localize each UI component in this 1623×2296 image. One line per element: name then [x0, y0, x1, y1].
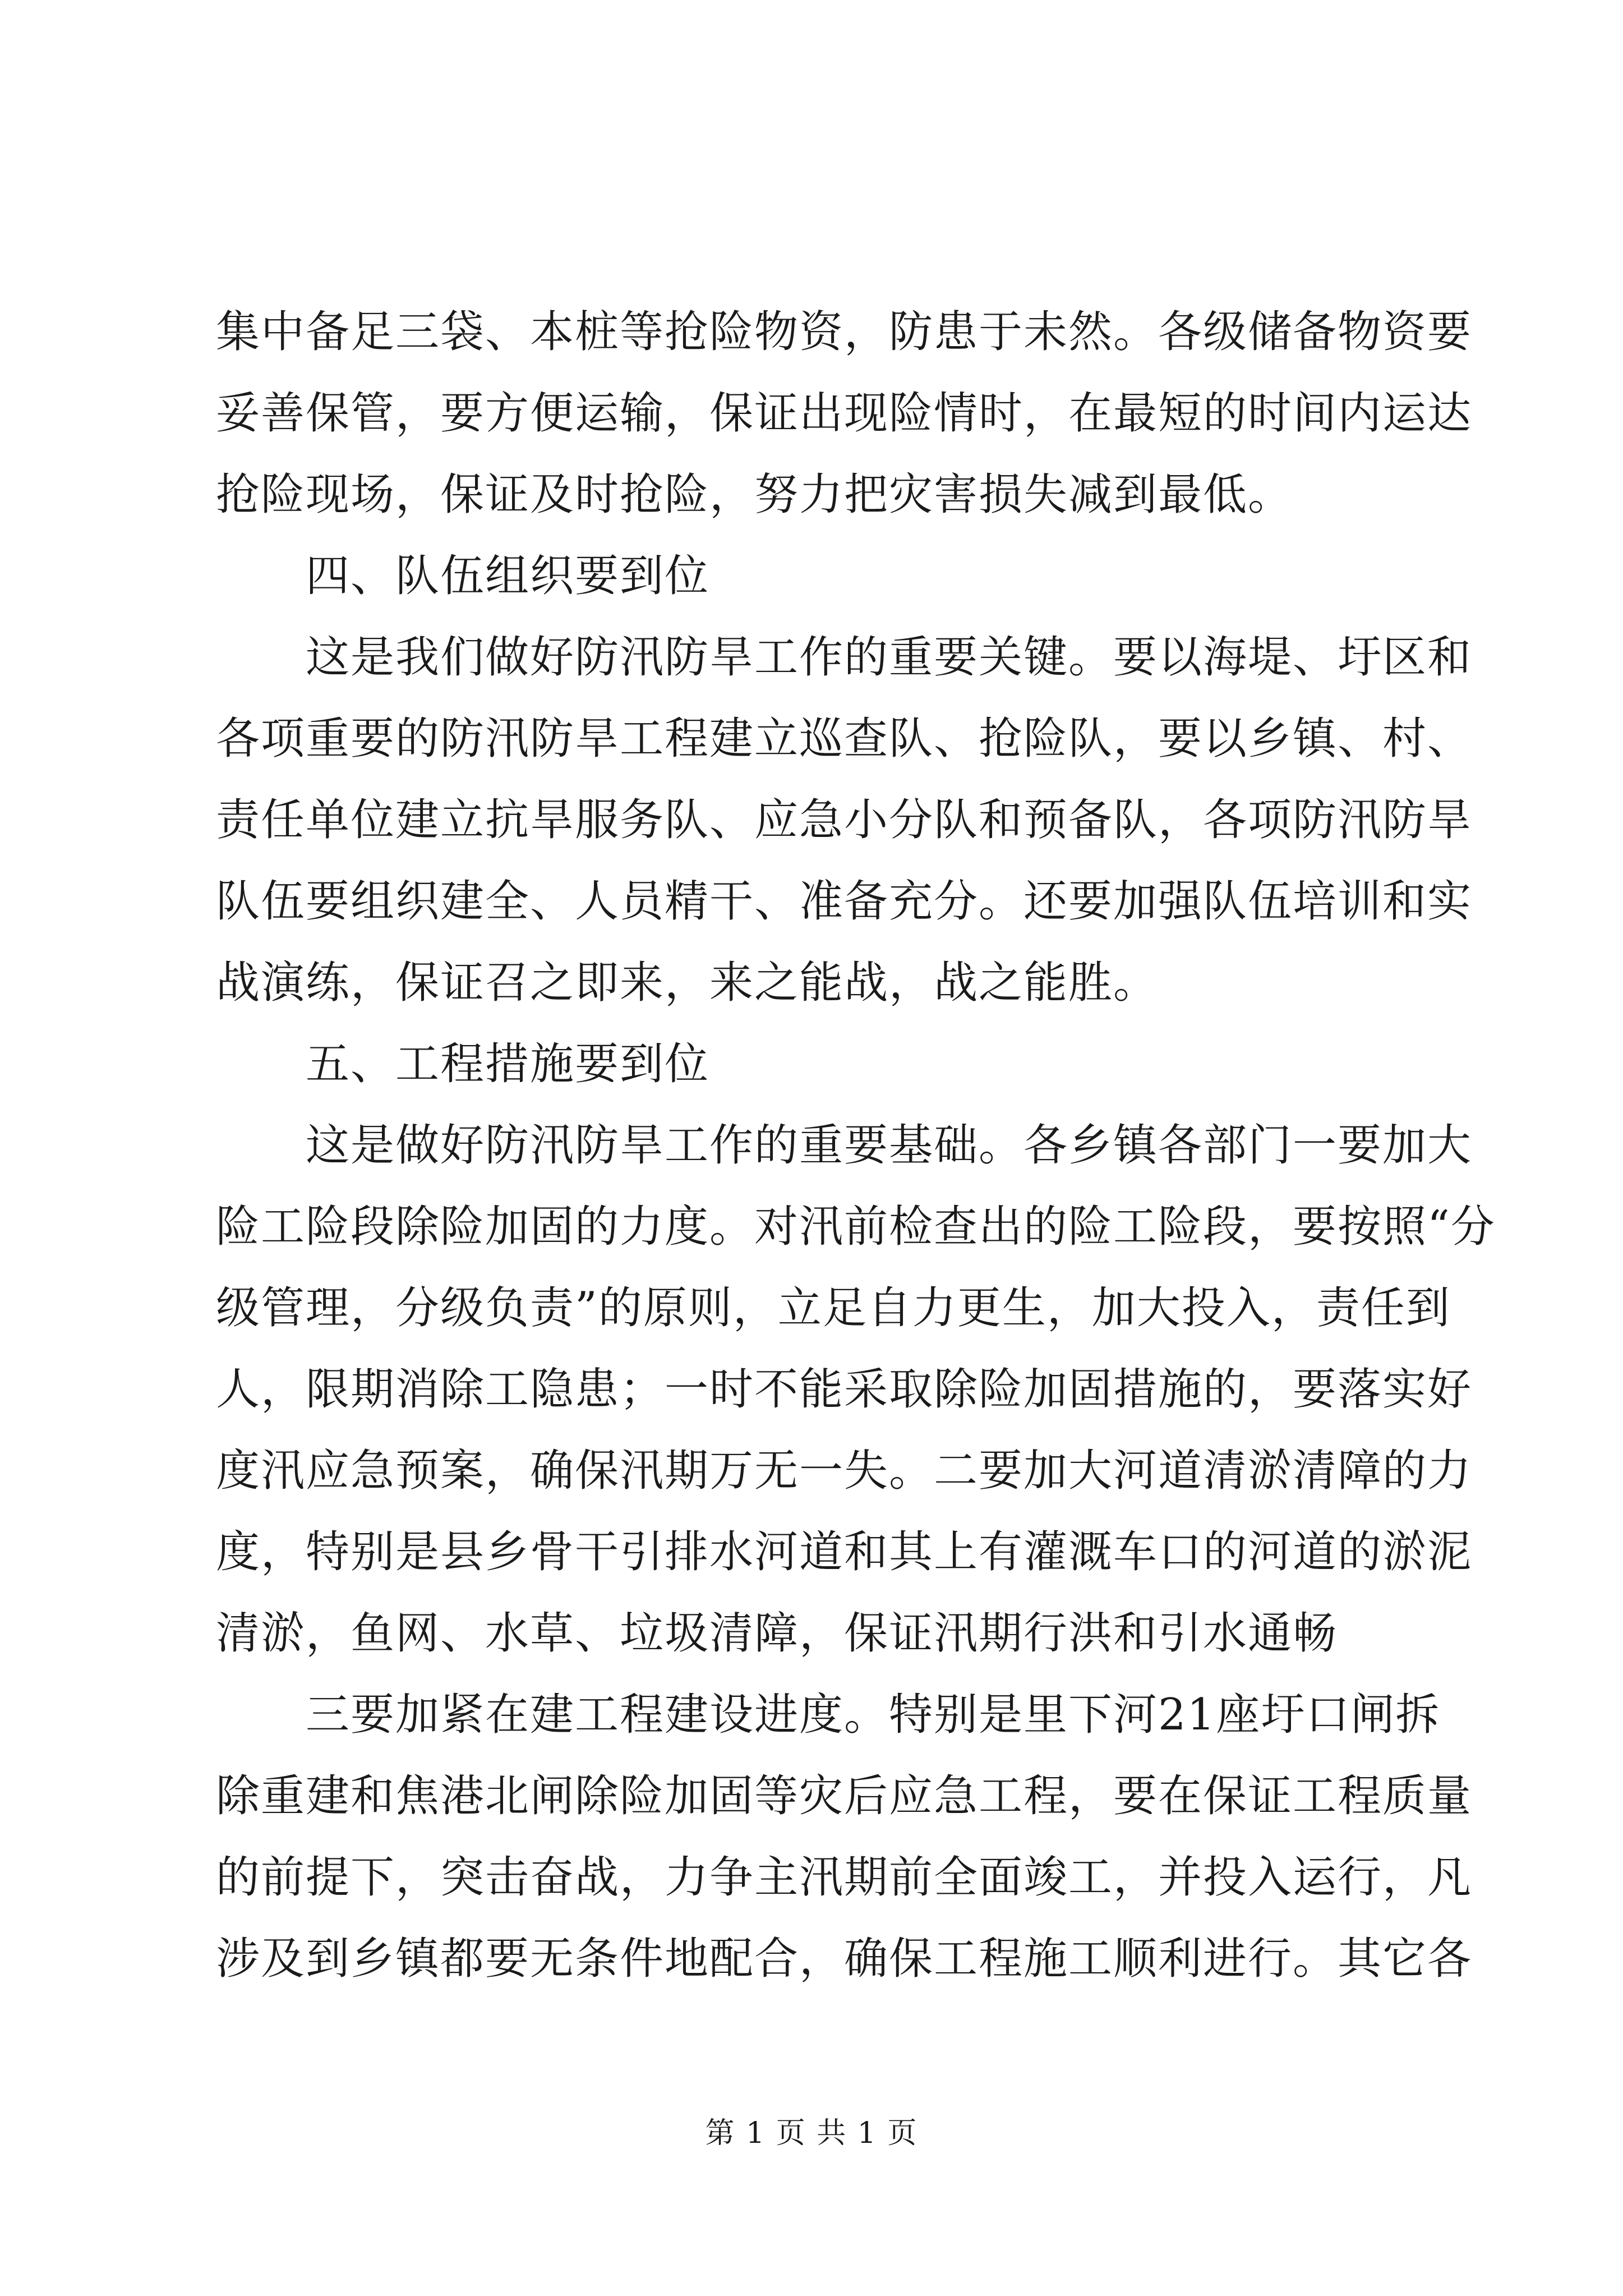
text-line: 三要加紧在建工程建设进度。特别是里下河21座圩口闸拆 [306, 1690, 1441, 1740]
text-line: 除重建和焦港北闸除险加固等灾后应急工程，要在保证工程质量 [216, 1771, 1473, 1821]
section-heading: 五、工程措施要到位 [306, 1039, 710, 1089]
text-line: 涉及到乡镇都要无条件地配合，确保工程施工顺利进行。其它各 [216, 1934, 1473, 1984]
text-line: 责任单位建立抗旱服务队、应急小分队和预备队，各项防汛防旱 [216, 795, 1473, 845]
text-line: 人，限期消除工隐患；一时不能采取除险加固措施的，要落实好 [216, 1364, 1473, 1415]
text-line: 队伍要组织建全、人员精干、准备充分。还要加强队伍培训和实 [216, 876, 1473, 927]
text-line: 战演练，保证召之即来，来之能战，战之能胜。 [216, 958, 1159, 1008]
text-line: 险工险段除险加固的力度。对汛前检查出的险工险段，要按照“分 [216, 1202, 1496, 1252]
text-line: 清淤，鱼网、水草、垃圾清障，保证汛期行洪和引水通畅 [216, 1608, 1338, 1659]
text-line: 抢险现场，保证及时抢险，努力把灾害损失减到最低。 [216, 470, 1293, 520]
document-body [216, 292, 1496, 2000]
text-line: 度，特别是县乡骨干引排水河道和其上有灌溉车口的河道的淤泥 [216, 1527, 1473, 1577]
text-line: 各项重要的防汛防旱工程建立巡查队、抢险队，要以乡镇、村、 [216, 714, 1473, 764]
section-heading: 四、队伍组织要到位 [306, 551, 710, 601]
text-line: 这是做好防汛防旱工作的重要基础。各乡镇各部门一要加大 [306, 1120, 1473, 1171]
text-line: 的前提下，突击奋战，力争主汛期前全面竣工，并投入运行，凡 [216, 1852, 1473, 1903]
text-line: 度汛应急预案，确保汛期万无一失。二要加大河道清淤清障的力 [216, 1446, 1473, 1496]
text-line: 集中备足三袋、本桩等抢险物资，防患于未然。各级储备物资要 [216, 307, 1473, 357]
text-line: 这是我们做好防汛防旱工作的重要关键。要以海堤、圩区和 [306, 632, 1473, 683]
text-line: 妥善保管，要方便运输，保证出现险情时，在最短的时间内运达 [216, 388, 1473, 439]
text-line: 级管理，分级负责”的原则，立足自力更生，加大投入，责任到 [216, 1283, 1451, 1333]
page-footer: 第 1 页 共 1 页 [705, 2116, 918, 2150]
